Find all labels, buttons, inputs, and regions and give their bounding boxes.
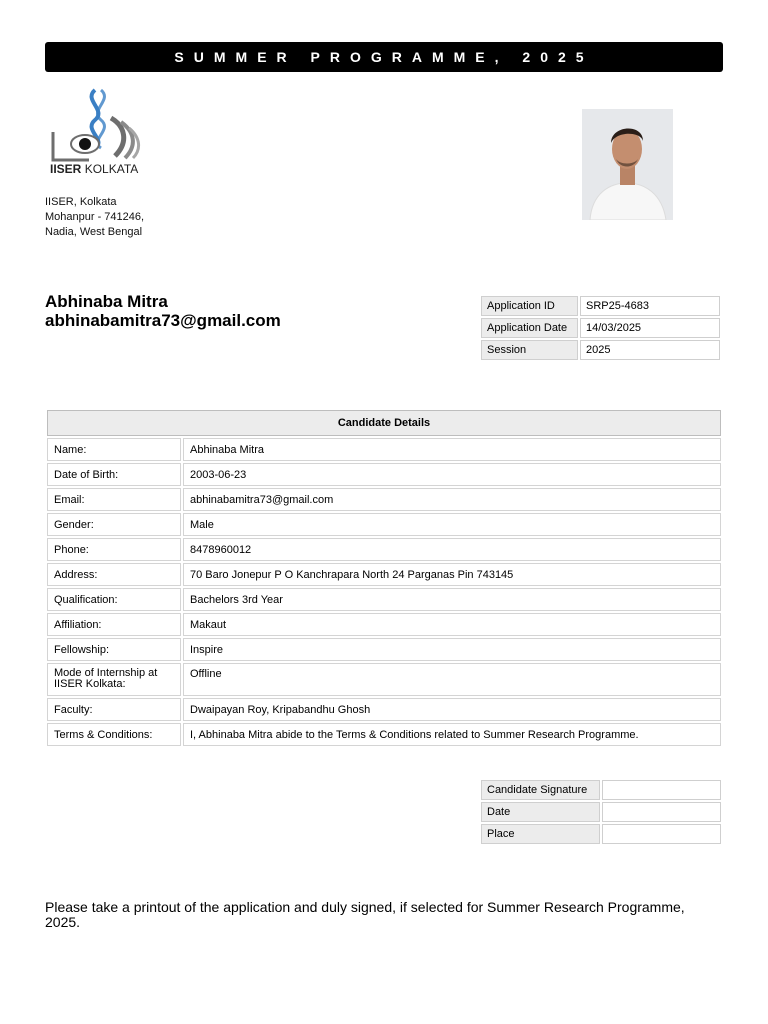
table-row [481, 340, 720, 360]
detail-label: Date of Birth: [47, 463, 181, 486]
person-photo-icon [582, 109, 673, 220]
programme-banner [45, 42, 723, 72]
table-row [47, 588, 721, 611]
detail-label: Mode of Internship at IISER Kolkata: [47, 663, 181, 696]
detail-value: Offline [183, 663, 721, 696]
detail-label: Address: [47, 563, 181, 586]
table-row [47, 488, 721, 511]
detail-label: Terms & Conditions: [47, 723, 181, 746]
signature-table [479, 778, 723, 846]
candidate-signature-field [602, 780, 721, 800]
table-row [47, 723, 721, 746]
detail-label: Qualification: [47, 588, 181, 611]
application-date-label: Application Date [481, 318, 578, 338]
table-row [47, 563, 721, 586]
banner-title: SUMMER PROGRAMME, 2025 [174, 49, 594, 65]
application-info-table [479, 294, 722, 362]
detail-value: 70 Baro Jonepur P O Kanchrapara North 24 Parganas Pin 743145 [183, 563, 721, 586]
candidate-name-heading: Abhinaba Mitra [45, 292, 168, 311]
detail-value: abhinabamitra73@gmail.com [183, 488, 721, 511]
detail-value: Inspire [183, 638, 721, 661]
signature-place-label: Place [481, 824, 600, 844]
table-row [47, 663, 721, 696]
candidate-details-title: Candidate Details [47, 410, 721, 436]
detail-value: 8478960012 [183, 538, 721, 561]
address-line: IISER, Kolkata [45, 196, 117, 208]
session-label: Session [481, 340, 578, 360]
table-row [47, 638, 721, 661]
candidate-details-table [45, 408, 723, 748]
candidate-photo [582, 109, 673, 220]
detail-label: Gender: [47, 513, 181, 536]
detail-value: Bachelors 3rd Year [183, 588, 721, 611]
detail-value: Abhinaba Mitra [183, 438, 721, 461]
application-date-value: 14/03/2025 [580, 318, 720, 338]
detail-value: Dwaipayan Roy, Kripabandhu Ghosh [183, 698, 721, 721]
detail-value: Male [183, 513, 721, 536]
address-line: Nadia, West Bengal [45, 226, 143, 238]
address-line: Mohanpur - 741246, [45, 211, 145, 223]
detail-label: Affiliation: [47, 613, 181, 636]
detail-label: Email: [47, 488, 181, 511]
institute-address [45, 195, 144, 240]
table-row [481, 802, 721, 822]
candidate-signature-label: Candidate Signature [481, 780, 600, 800]
printout-note: Please take a printout of the application and duly signed, if selected for Summer Research Programme, 2025. [45, 899, 685, 930]
signature-place-field [602, 824, 721, 844]
detail-label: Fellowship: [47, 638, 181, 661]
table-row [481, 318, 720, 338]
signature-date-field [602, 802, 721, 822]
logo-wordmark: IISER KOLKATA [50, 162, 139, 176]
detail-label: Phone: [47, 538, 181, 561]
detail-value: Makaut [183, 613, 721, 636]
table-header-row [47, 410, 721, 436]
table-row [47, 698, 721, 721]
table-row [47, 613, 721, 636]
candidate-email-heading: abhinabamitra73@gmail.com [45, 311, 281, 330]
signature-date-label: Date [481, 802, 600, 822]
detail-value: I, Abhinaba Mitra abide to the Terms & Conditions related to Summer Research Programme. [183, 723, 721, 746]
table-row [47, 538, 721, 561]
table-row [481, 780, 721, 800]
detail-label: Faculty: [47, 698, 181, 721]
table-row [47, 463, 721, 486]
table-row [47, 438, 721, 461]
application-id-label: Application ID [481, 296, 578, 316]
table-row [47, 513, 721, 536]
session-value: 2025 [580, 340, 720, 360]
application-id-value: SRP25-4683 [580, 296, 720, 316]
detail-value: 2003-06-23 [183, 463, 721, 486]
detail-label: Name: [47, 438, 181, 461]
table-row [481, 824, 721, 844]
table-row [481, 296, 720, 316]
